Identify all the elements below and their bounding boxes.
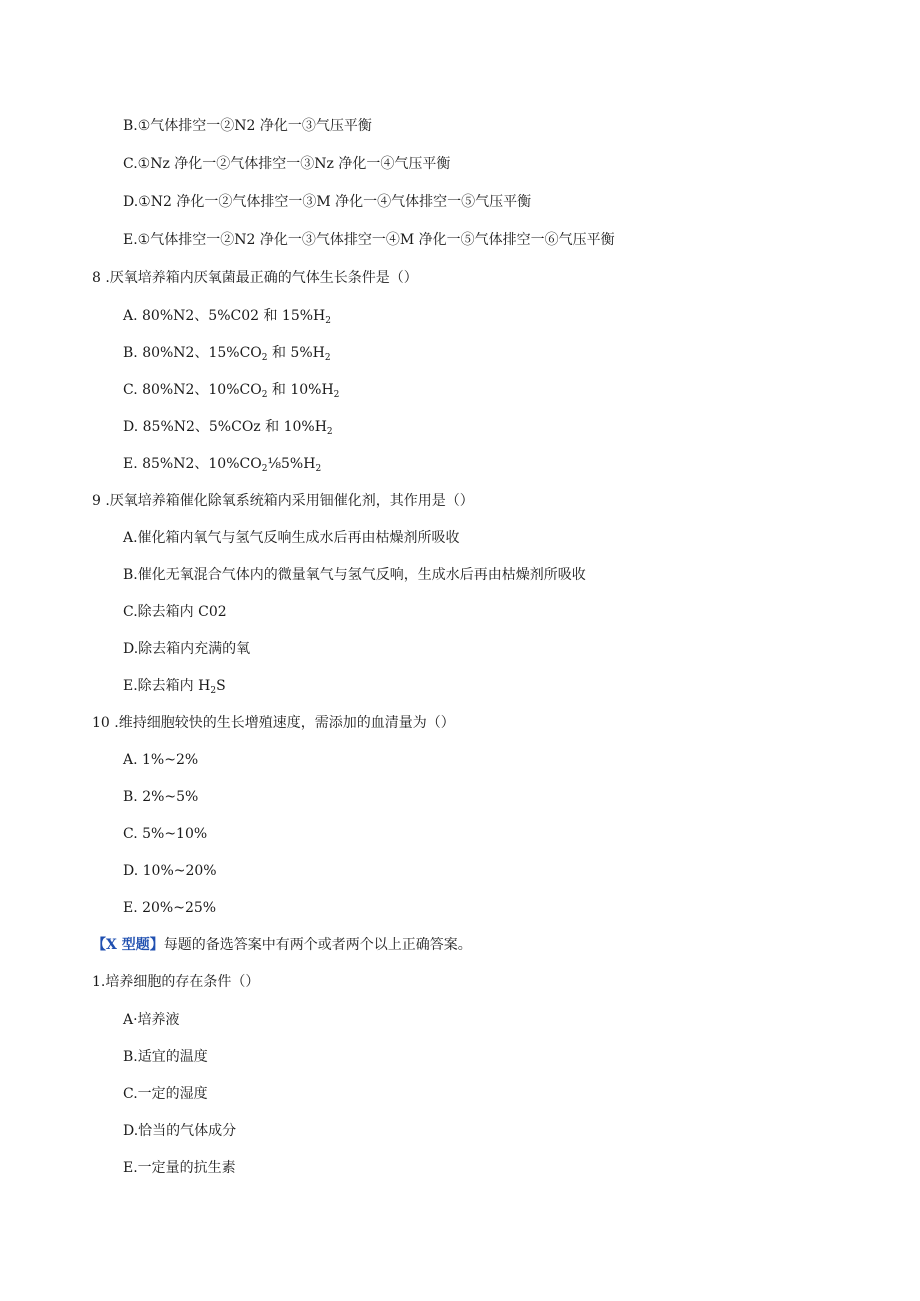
q9-option-a: A.催化箱内氧气与氢气反响生成水后再由枯燥剂所吸收 (123, 530, 460, 546)
x-type-tag: 【X 型题】 (92, 937, 164, 953)
q9-option-b: B.催化无氧混合气体内的微量氧气与氢气反响，生成水后再由枯燥剂所吸收 (123, 567, 586, 583)
q9-option-c: C.除去箱内 C02 (123, 604, 227, 620)
q8-option-c: C. 80%N2、$10\%CO_2$ 和 $10\%H_2$ (123, 382, 340, 400)
q10-option-e: E. 20%~25% (123, 900, 217, 916)
q10-option-a: A. 1%~2% (123, 752, 199, 768)
xq1-option-b: B.适宜的温度 (123, 1049, 208, 1065)
q7-option-b: B.①气体排空一②N2 净化一③气压平衡 (123, 118, 372, 134)
q9-stem: 9 .厌氧培养箱催化除氧系统箱内采用钿催化剂，其作用是（） (92, 493, 474, 509)
xq1-stem: 1.培养细胞的存在条件（） (92, 974, 260, 990)
q10-stem: 10 .维持细胞较快的生长增殖速度，需添加的血清量为（） (92, 715, 455, 731)
q9-option-d: D.除去箱内充满的氧 (123, 641, 251, 657)
q8-option-d: D. 85%N2、5%COz 和 $10\%H_2$ (123, 419, 333, 437)
q10-option-c: C. 5%~10% (123, 826, 208, 842)
q8-option-a: A. 80%N2、5%C02 和 $15\%H_2$ (123, 308, 331, 326)
q10-option-d: D. 10%~20% (123, 863, 217, 879)
q8-stem: 8 .厌氧培养箱内厌氧菌最正确的气体生长条件是（） (92, 270, 418, 286)
q7-option-d: D.①N2 净化一②气体排空一③M 净化一④气体排空一⑤气压平衡 (123, 194, 532, 210)
x-section-header (92, 935, 472, 955)
xq1-option-a: A·培养液 (123, 1012, 180, 1028)
q7-option-e: E.①气体排空一②N2 净化一③气体排空一④M 净化一⑤气体排空一⑥气压平衡 (123, 232, 615, 248)
xq1-option-d: D.恰当的气体成分 (123, 1123, 237, 1139)
x-section-description: 每题的备选答案中有两个或者两个以上正确答案。 (163, 937, 472, 953)
q8-option-e: E. 85%N2、$10\%CO_2\frac{1}{8}5\%H_2$ (123, 456, 322, 474)
xq1-option-c: C.一定的湿度 (123, 1086, 208, 1102)
q8-option-b: B. 80%N2、$15\%CO_2$ 和 $5\%H_2$ (123, 345, 331, 363)
q7-option-c: C.①Nz 净化一②气体排空一③Nz 净化一④气压平衡 (123, 156, 451, 172)
xq1-option-e: E.一定量的抗生素 (123, 1160, 236, 1176)
q9-option-e: E.除去箱内 $H_2S$ (123, 678, 226, 696)
q10-option-b: B. 2%~5% (123, 789, 199, 805)
